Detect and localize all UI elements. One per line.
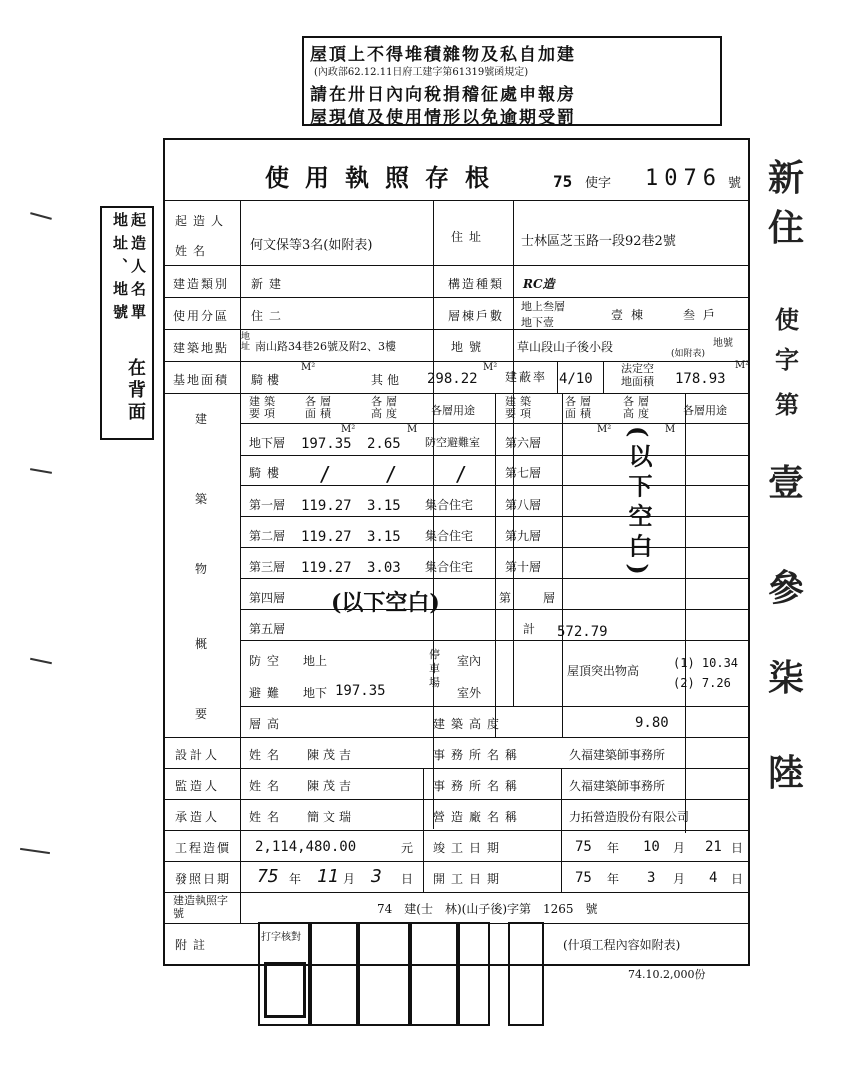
side-label-char: 物 (195, 562, 208, 576)
floor-height: 3.15 (367, 498, 401, 514)
col-item-header: 建築要項 (249, 395, 279, 420)
completion-year: 75 (575, 839, 592, 855)
permit-year: 75 (553, 172, 573, 191)
stamp-cell (410, 922, 458, 1026)
lot-note: (如附表) (671, 349, 706, 359)
coverage-value: 4/10 (559, 371, 593, 387)
month-char: 月 (673, 872, 686, 886)
completion-month: 10 (643, 839, 660, 855)
floor-area: 197.35 (301, 436, 352, 452)
right-margin-char: 住 (768, 207, 805, 249)
parking-indoor: 室內 (457, 654, 482, 668)
parking-label: 停車場 (429, 648, 440, 689)
owner-label-a: 起造人 (175, 214, 230, 228)
stamp-cell (458, 922, 490, 1026)
floor-height: 2.65 (367, 436, 401, 452)
start-year: 75 (575, 870, 592, 886)
start-date-label: 開工日期 (433, 872, 506, 886)
right-margin-char: 壹 (768, 462, 805, 504)
floor-area: 119.27 (301, 498, 352, 514)
floor-height: / (385, 462, 398, 486)
form-title: 使用執照存根 (265, 163, 505, 192)
zoning-value: 住二 (251, 309, 288, 323)
right-margin-char: 柒 (768, 657, 805, 699)
day-char: 日 (731, 872, 744, 886)
notice-line-2: (內政部62.12.11日府工建字第61319號函規定) (314, 67, 529, 78)
roof-label: 屋頂突出物高 (567, 664, 640, 678)
floor-use: 集合住宅 (425, 529, 474, 543)
shelter-below-value: 197.35 (335, 683, 386, 699)
supervisor-label: 監造人 (175, 779, 221, 793)
issue-day: 3 (371, 866, 382, 887)
cost-unit: 元 (401, 841, 414, 855)
unit-m2: M² (341, 424, 356, 435)
remark-label: 附註 (175, 938, 212, 952)
site-area-label: 基地面積 (173, 373, 230, 387)
floor-height: 3.03 (367, 560, 401, 576)
supervisor-office-label: 事務所名稱 (433, 779, 524, 793)
contractor-firm: 力拓營造股份有限公司 (569, 810, 690, 824)
completion-label: 竣工日期 (433, 841, 506, 855)
seal-stamp (264, 962, 306, 1018)
permit-word: 使字 (585, 176, 612, 191)
right-margin-char: 陸 (768, 752, 805, 794)
shelter-label-a: 防空 (249, 654, 286, 668)
floor-height: 3.15 (367, 529, 401, 545)
floor-area: / (319, 462, 332, 486)
arcade-label: 騎樓 (251, 373, 284, 387)
issue-date-label: 發照日期 (175, 872, 232, 886)
notice-line-3: 請在卅日內向稅捐稽征處申報房 (310, 85, 576, 105)
site-addr-tag: 地址 (241, 332, 251, 352)
completion-day: 21 (705, 839, 722, 855)
side-label-char: 概 (195, 637, 208, 651)
floor-name: 第三層 (249, 560, 286, 574)
permit-number: 1076 (645, 166, 722, 191)
side-note-col2: 地址、地號 (111, 212, 129, 327)
lot-tag: 地號 (713, 338, 733, 349)
unit-m2: M² (597, 424, 612, 435)
build-type-value: 新建 (251, 277, 288, 291)
floor-height-label: 層高 (249, 717, 286, 731)
col-height-header: 各層高度 (371, 395, 401, 420)
shelter-above: 地上 (303, 654, 328, 668)
build-type-label: 建造類別 (173, 277, 230, 291)
floor-name-r: 第九層 (505, 529, 542, 543)
notice-line-1: 屋頂上不得堆積雜物及私自加建 (310, 45, 576, 65)
col-area-header: 各層面積 (305, 395, 335, 420)
unit-count: 叁戶 (683, 308, 724, 322)
zoning-label: 使用分區 (173, 309, 230, 323)
empty-note-left: (以下空白) (331, 590, 440, 616)
floor-name-r: 第十層 (505, 560, 542, 574)
margin-mark (30, 468, 52, 474)
stamp-cell (508, 922, 544, 1026)
start-day: 4 (709, 870, 718, 886)
permit-ref-label: 建造執照字號 (173, 894, 228, 920)
unit-m: M (665, 424, 676, 435)
designer-name: 陳茂吉 (307, 748, 356, 762)
building-height-label: 建築高度 (433, 717, 506, 731)
permit-form (163, 138, 750, 966)
supervisor-office: 久福建築師事務所 (569, 779, 666, 793)
shelter-label-b: 避難 (249, 686, 286, 700)
designer-office: 久福建築師事務所 (569, 748, 666, 762)
cost-label: 工程造價 (175, 841, 232, 855)
day-char: 日 (401, 872, 414, 886)
floor-name-r: 第八層 (505, 498, 542, 512)
total-label: 計 (523, 622, 536, 636)
unit-m2: M² (735, 360, 750, 371)
right-margin-char: 參 (768, 567, 805, 609)
permit-ref-text: 74 建(士 林)(山子後)字第 1265 號 (377, 902, 598, 916)
contractor-label: 承造人 (175, 810, 221, 824)
margin-mark (20, 848, 50, 854)
parking-outdoor: 室外 (457, 686, 482, 700)
designer-name-label: 姓名 (249, 748, 286, 762)
stamp-cell (310, 922, 358, 1026)
floor-name: 地下層 (249, 436, 286, 450)
site-address: 南山路34巷26號及附2、3樓 (255, 340, 396, 353)
col-area-header-r: 各層面積 (565, 395, 595, 420)
right-margin-char: 新 (768, 157, 805, 199)
site-label: 建築地點 (173, 341, 230, 355)
floor-name: 第四層 (249, 591, 286, 605)
supervisor-name: 陳茂吉 (307, 779, 356, 793)
right-margin-char: 第 (775, 390, 799, 419)
issue-month: 11 (317, 866, 339, 887)
issue-year: 75 (257, 866, 279, 887)
owner-label-b: 姓名 (175, 244, 212, 258)
unit-m: M (407, 424, 418, 435)
floor-name: 第五層 (249, 622, 286, 636)
address-label: 住址 (451, 230, 488, 244)
notice-box (302, 36, 722, 126)
side-note-col3: 在背面 (125, 358, 146, 424)
structure-value: RC造 (523, 277, 555, 291)
owner-value: 何文保等3名(如附表) (250, 238, 373, 253)
right-margin-char: 使 (775, 305, 799, 334)
floor-use: 集合住宅 (425, 560, 474, 574)
unit-m2: M² (301, 362, 316, 373)
roof-height-2: (2) 7.26 (673, 676, 731, 690)
contractor-firm-label: 營造廠名稱 (433, 810, 524, 824)
right-margin-char: 字 (775, 345, 799, 374)
col-height-header-r: 各層高度 (623, 395, 653, 420)
margin-mark (30, 658, 52, 665)
floor-name-r: 第六層 (505, 436, 542, 450)
floor-name: 第一層 (249, 498, 286, 512)
start-month: 3 (647, 870, 656, 886)
floor-use: / (455, 462, 468, 486)
structure-label: 構造種類 (448, 277, 505, 291)
print-code: 74.10.2,000份 (628, 968, 706, 981)
building-count: 壹棟 (611, 308, 652, 322)
stamp-cell (358, 922, 410, 1026)
building-height-value: 9.80 (635, 715, 669, 731)
other-label: 其他 (371, 373, 404, 387)
floor-use: 集合住宅 (425, 498, 474, 512)
side-label-char: 築 (195, 492, 208, 506)
contractor-name-label: 姓名 (249, 810, 286, 824)
other-area-value: 298.22 (427, 371, 478, 387)
open-space-label: 法定空地面積 (621, 362, 654, 388)
margin-mark (30, 212, 52, 220)
col-use-header-r: 各層用途 (683, 404, 727, 417)
unit-m2: M² (483, 362, 498, 373)
floor-name-r: 第 層 (499, 591, 566, 605)
floor-area: 119.27 (301, 529, 352, 545)
year-char: 年 (607, 841, 620, 855)
floor-name: 第二層 (249, 529, 286, 543)
supervisor-name-label: 姓名 (249, 779, 286, 793)
col-item-header-r: 建築要項 (505, 395, 535, 420)
month-char: 月 (673, 841, 686, 855)
roof-height-1: (1) 10.34 (673, 656, 739, 670)
address-value: 士林區芝玉路一段92巷2號 (521, 234, 676, 249)
floors-below: 地下壹 (521, 316, 554, 329)
floor-use: 防空避難室 (425, 436, 480, 449)
year-char: 年 (289, 872, 302, 886)
designer-office-label: 事務所名稱 (433, 748, 524, 762)
permit-suffix: 號 (728, 176, 742, 191)
month-char: 月 (343, 872, 356, 886)
lot-label: 地號 (451, 340, 488, 354)
notice-line-4: 屋現值及使用情形以免逾期受罰 (310, 108, 576, 128)
empty-note-right: (以下空白) (624, 426, 653, 581)
side-note-box (100, 206, 154, 440)
floors-label: 層棟戶數 (448, 309, 505, 323)
total-area: 572.79 (557, 624, 608, 640)
coverage-label: 建蔽率 (505, 370, 548, 384)
year-char: 年 (607, 872, 620, 886)
day-char: 日 (731, 841, 744, 855)
open-space-value: 178.93 (675, 371, 726, 387)
cost-value: 2,114,480.00 (255, 839, 357, 855)
side-label-char: 建 (195, 412, 208, 426)
side-note-col1: 起造人名單 (129, 212, 147, 327)
col-use-header: 各層用途 (431, 404, 475, 417)
attachment-note: (什項工程內容如附表) (563, 938, 681, 952)
floor-name-r: 第七層 (505, 466, 542, 480)
lot-value: 草山段山子後小段 (517, 340, 614, 354)
shelter-below: 地下 (303, 686, 328, 700)
designer-label: 設計人 (175, 748, 221, 762)
floor-name: 騎樓 (249, 466, 286, 480)
contractor-name: 簡文瑞 (307, 810, 356, 824)
side-label-char: 要 (195, 707, 208, 721)
check-stamp-label: 打字核對 (261, 932, 301, 943)
floors-above: 地上叁層 (521, 300, 565, 313)
floor-area: 119.27 (301, 560, 352, 576)
